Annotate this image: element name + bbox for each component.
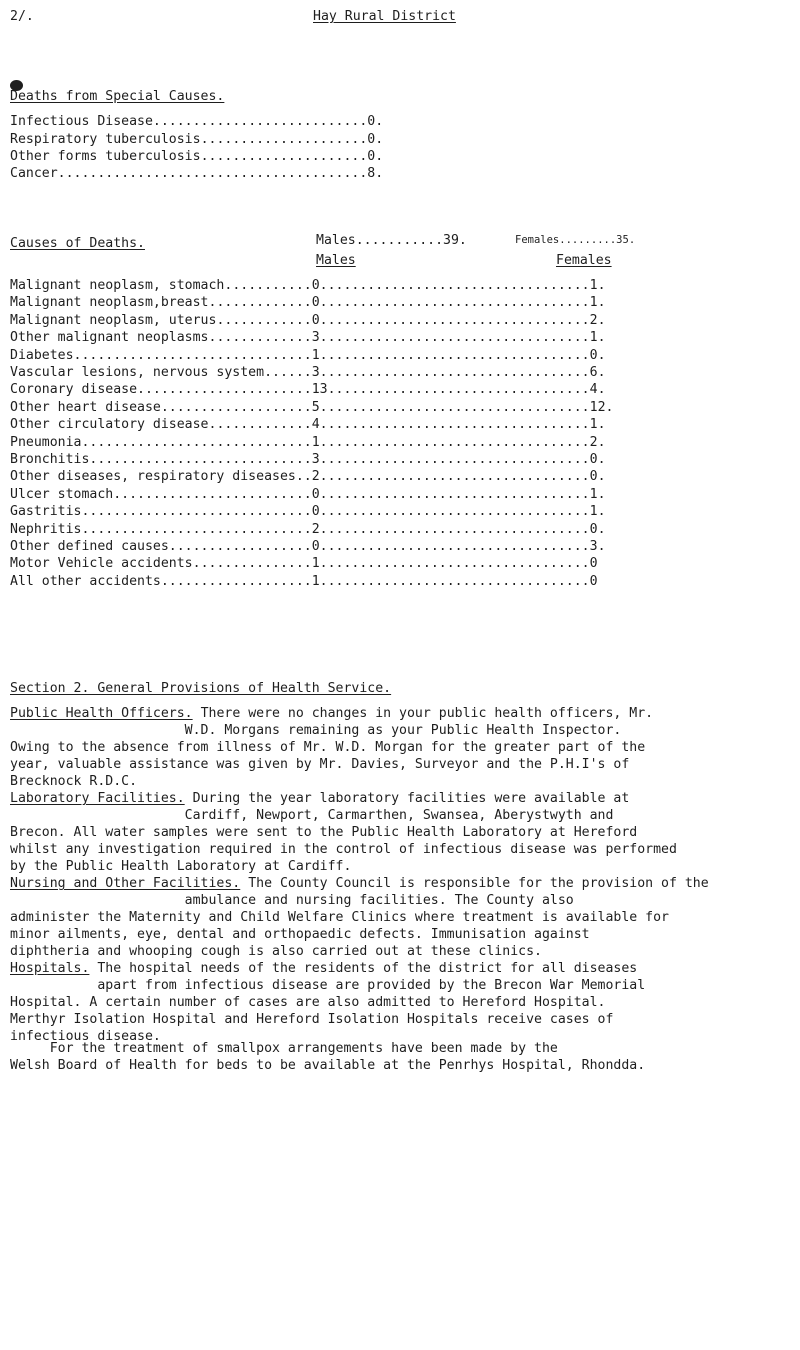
- paragraph-line: [10, 790, 790, 807]
- leader-dots: .................................: [327, 330, 590, 346]
- leader-dots: ............................: [89, 452, 312, 467]
- females-value: 0.: [589, 347, 606, 363]
- males-total-label: Males: [316, 233, 356, 248]
- males-value: 1.: [311, 434, 328, 450]
- males-total-line: Males...........39.: [316, 233, 467, 248]
- females-value: 0.: [589, 521, 606, 537]
- special-cause-item: [10, 131, 383, 148]
- leader-dots: ...................: [160, 573, 312, 589]
- females-value: 0.: [589, 469, 606, 485]
- females-value: 1.: [589, 278, 606, 293]
- leader-dots: ..............................: [73, 347, 312, 363]
- leader-dots: .................................: [327, 539, 590, 554]
- special-cause-item: [10, 165, 383, 182]
- leader-dots: .................................: [327, 312, 590, 328]
- cause-label: Malignant neoplasm,breast: [10, 295, 209, 311]
- females-value: 2.: [589, 434, 606, 450]
- paragraph-heading: Hospitals.: [10, 961, 90, 976]
- leader-dots: .........................: [113, 486, 312, 502]
- table-row: [10, 521, 606, 538]
- paragraph-text: infectious disease.: [10, 1029, 161, 1044]
- males-value: 3.: [311, 330, 328, 346]
- leader-dots: .............................: [81, 434, 312, 450]
- paragraph-line: [10, 756, 790, 773]
- paragraph-text: The hospital needs of the residents of the district for all diseases: [89, 961, 638, 976]
- paragraph-text: Merthyr Isolation Hospital and Hereford Isolation Hospitals receive cases of: [10, 1012, 614, 1027]
- leader-dots: .................................: [327, 278, 590, 293]
- table-row: [10, 573, 598, 590]
- leader-dots: .............: [208, 330, 312, 346]
- leader-dots: .....................: [200, 149, 368, 164]
- females-value: 1.: [589, 295, 606, 311]
- cause-label: Pneumonia: [10, 434, 82, 450]
- special-cause-label: Cancer: [10, 166, 58, 181]
- paragraph-heading: Laboratory Facilities.: [10, 791, 185, 806]
- males-value: 1.: [311, 347, 328, 363]
- cause-label: Malignant neoplasm, stomach: [10, 278, 225, 293]
- table-row: [10, 364, 606, 381]
- paragraph-text: minor ailments, eye, dental and orthopaedic defects. Immunisation against: [10, 927, 590, 942]
- males-value: 2.: [311, 469, 328, 485]
- males-value: 5.: [311, 399, 328, 415]
- table-row: [10, 381, 606, 398]
- leader-dots: .............: [208, 417, 312, 433]
- males-value: 0.: [311, 486, 328, 502]
- leader-dots: .................................: [327, 295, 590, 311]
- leader-dots: .................................: [327, 486, 590, 502]
- paragraph-text: Welsh Board of Health for beds to be available at the Penrhys Hospital, Rhondda.: [10, 1058, 646, 1073]
- leader-dots: .......................................: [57, 166, 368, 181]
- paragraph-line: [10, 858, 790, 875]
- leader-dots: .................................: [327, 365, 590, 380]
- males-value: 3.: [311, 452, 328, 467]
- paragraph-line: [10, 994, 790, 1011]
- paragraph-heading: Nursing and Other Facilities.: [10, 876, 241, 891]
- special-cause-value: 0.: [367, 114, 384, 129]
- leader-dots: ..: [295, 469, 312, 485]
- section2-title: Section 2. General Provisions of Health Service.: [10, 681, 392, 696]
- females-value: 6.: [589, 365, 606, 380]
- cause-label: Malignant neoplasm, uterus: [10, 312, 217, 328]
- males-value: 0.: [311, 312, 328, 328]
- paragraph-line: [10, 824, 790, 841]
- cause-label: Other heart disease: [10, 399, 161, 415]
- table-row: [10, 434, 606, 451]
- females-value: 1.: [589, 330, 606, 346]
- leader-dots: .................................: [327, 434, 590, 450]
- paragraph-text: Hospital. A certain number of cases are also admitted to Hereford Hospital.: [10, 995, 606, 1010]
- paragraph-text: Owing to the absence from illness of Mr. W.D. Morgan for the greater part of the: [10, 740, 646, 755]
- cause-label: Other malignant neoplasms: [10, 330, 209, 346]
- leader-dots: .................................: [327, 556, 590, 572]
- paragraph-line: [10, 926, 790, 943]
- leader-dots: .............................: [81, 504, 312, 520]
- table-row: [10, 347, 606, 364]
- paragraph-line: [10, 892, 790, 909]
- table-row: [10, 329, 606, 346]
- special-cause-label: Other forms tuberculosis: [10, 149, 201, 164]
- cause-label: Gastritis: [10, 504, 82, 520]
- table-row: [10, 468, 606, 485]
- males-value: 0.: [311, 278, 328, 293]
- column-females-header: Females: [556, 253, 612, 268]
- males-value: 1.: [311, 556, 328, 572]
- females-value: 3.: [589, 539, 606, 554]
- special-cause-item: [10, 113, 383, 130]
- leader-dots: .................................: [327, 399, 590, 415]
- paragraph-line: [10, 977, 790, 994]
- paragraph-text: The County Council is responsible for the provision of the: [240, 876, 709, 891]
- paragraph-line: [10, 909, 790, 926]
- causes-title: Causes of Deaths.: [10, 236, 145, 251]
- leader-dots: .................................: [327, 347, 590, 363]
- cause-label: All other accidents: [10, 573, 161, 589]
- paragraph: [10, 705, 790, 790]
- females-value: 1.: [589, 504, 606, 520]
- special-cause-value: 0.: [367, 132, 384, 147]
- special-cause-label: Respiratory tuberculosis: [10, 132, 201, 147]
- table-row: [10, 503, 606, 520]
- table-row: [10, 538, 606, 555]
- leader-dots: .............................: [81, 521, 312, 537]
- leader-dots: ...............: [192, 556, 312, 572]
- cause-label: Other defined causes: [10, 539, 169, 554]
- special-cause-label: Infectious Disease: [10, 114, 153, 129]
- paragraph-text: apart from infectious disease are provided by the Brecon War Memorial: [10, 978, 646, 993]
- leader-dots: .................................: [327, 521, 590, 537]
- paragraph-line: [10, 773, 790, 790]
- males-value: 13.: [311, 382, 336, 398]
- paragraph-line: [10, 722, 790, 739]
- leader-dots: .................................: [327, 417, 590, 433]
- females-value: 0: [589, 556, 598, 572]
- cause-label: Diabetes: [10, 347, 74, 363]
- cause-label: Coronary disease: [10, 382, 138, 398]
- males-value: 0.: [311, 295, 328, 311]
- males-value: 2.: [311, 521, 328, 537]
- table-row: [10, 294, 606, 311]
- paragraph-line: [10, 943, 790, 960]
- females-value: 1.: [589, 486, 606, 502]
- table-row: [10, 451, 606, 468]
- paragraph-line: [10, 1057, 790, 1074]
- paragraph-line: [10, 1011, 790, 1028]
- paragraph: [10, 1040, 790, 1074]
- special-cause-value: 0.: [367, 149, 384, 164]
- females-value: 1.: [589, 417, 606, 433]
- paragraph-text: During the year laboratory facilities were available at: [184, 791, 630, 806]
- paragraph-text: year, valuable assistance was given by Mr. Davies, Surveyor and the P.H.I's of: [10, 757, 630, 772]
- males-value: 3.: [311, 365, 328, 380]
- females-value: 12.: [589, 399, 614, 415]
- cause-label: Bronchitis: [10, 452, 90, 467]
- leader-dots: ................................: [335, 382, 590, 398]
- page-number: 2/.: [10, 9, 34, 24]
- leader-dots: .................................: [327, 469, 590, 485]
- paragraph-line: [10, 705, 790, 722]
- table-row: [10, 555, 598, 572]
- table-row: [10, 312, 606, 329]
- cause-label: Motor Vehicle accidents: [10, 556, 193, 572]
- cause-label: Other circulatory disease: [10, 417, 209, 433]
- paragraph: [10, 790, 790, 875]
- leader-dots: ...........................: [152, 114, 368, 129]
- special-causes-title: Deaths from Special Causes.: [10, 89, 225, 104]
- paragraph-text: Brecon. All water samples were sent to the Public Health Laboratory at Hereford: [10, 825, 638, 840]
- leader-dots: ............: [216, 312, 312, 328]
- paragraph-line: [10, 875, 790, 892]
- paragraph-line: [10, 841, 790, 858]
- females-total-line: Females.........35.: [515, 234, 636, 246]
- leader-dots: .................................: [327, 573, 590, 589]
- cause-label: Other diseases, respiratory diseases: [10, 469, 296, 485]
- special-cause-item: [10, 148, 383, 165]
- paragraph-text: whilst any investigation required in the control of infectious disease was performed: [10, 842, 677, 857]
- leader-dots: .....................: [200, 132, 368, 147]
- paragraph-text: W.D. Morgans remaining as your Public Health Inspector.: [10, 723, 622, 738]
- paragraph-text: For the treatment of smallpox arrangements have been made by the: [10, 1041, 558, 1056]
- females-total-label: Females: [515, 234, 560, 246]
- cause-label: Nephritis: [10, 521, 82, 537]
- females-value: 4.: [589, 382, 606, 398]
- table-row: [10, 277, 606, 294]
- males-value: 0.: [311, 539, 328, 554]
- table-row: [10, 486, 606, 503]
- district-header: Hay Rural District: [313, 9, 456, 24]
- special-cause-value: 8.: [367, 166, 384, 181]
- leader-dots: ......................: [137, 382, 312, 398]
- paragraph-text: diphtheria and whooping cough is also carried out at these clinics.: [10, 944, 542, 959]
- males-total-value: 39.: [443, 233, 467, 248]
- leader-dots: ......: [264, 365, 312, 380]
- paragraph-line: [10, 739, 790, 756]
- paragraph-text: ambulance and nursing facilities. The County also: [10, 893, 574, 908]
- paragraph-heading: Public Health Officers.: [10, 706, 193, 721]
- leader-dots: ..................: [168, 539, 312, 554]
- table-row: [10, 416, 606, 433]
- leader-dots: ...................: [160, 399, 312, 415]
- paragraph-line: [10, 960, 790, 977]
- paragraph-line: [10, 1040, 790, 1057]
- paragraph-text: by the Public Health Laboratory at Cardiff.: [10, 859, 352, 874]
- paragraph-line: [10, 807, 790, 824]
- females-value: 0: [589, 573, 598, 589]
- leader-dots: .................................: [327, 504, 590, 520]
- paragraph-text: administer the Maternity and Child Welfare Clinics where treatment is available for: [10, 910, 669, 925]
- females-total-value: 35.: [616, 234, 636, 246]
- paragraph-text: There were no changes in your public health officers, Mr.: [192, 706, 654, 721]
- table-row: [10, 399, 613, 416]
- males-value: 0.: [311, 504, 328, 520]
- paragraph-text: Brecknock R.D.C.: [10, 774, 138, 789]
- paragraph: [10, 875, 790, 960]
- leader-dots: ...........: [224, 278, 312, 293]
- paragraph-text: Cardiff, Newport, Carmarthen, Swansea, Aberystwyth and: [10, 808, 614, 823]
- males-value: 1.: [311, 573, 328, 589]
- males-value: 4.: [311, 417, 328, 433]
- column-males-header: Males: [316, 253, 356, 268]
- cause-label: Vascular lesions, nervous system: [10, 365, 265, 380]
- leader-dots: .............: [208, 295, 312, 311]
- females-value: 2.: [589, 312, 606, 328]
- females-value: 0.: [589, 452, 606, 467]
- cause-label: Ulcer stomach: [10, 486, 114, 502]
- paragraph: [10, 960, 790, 1045]
- leader-dots: .................................: [327, 452, 590, 467]
